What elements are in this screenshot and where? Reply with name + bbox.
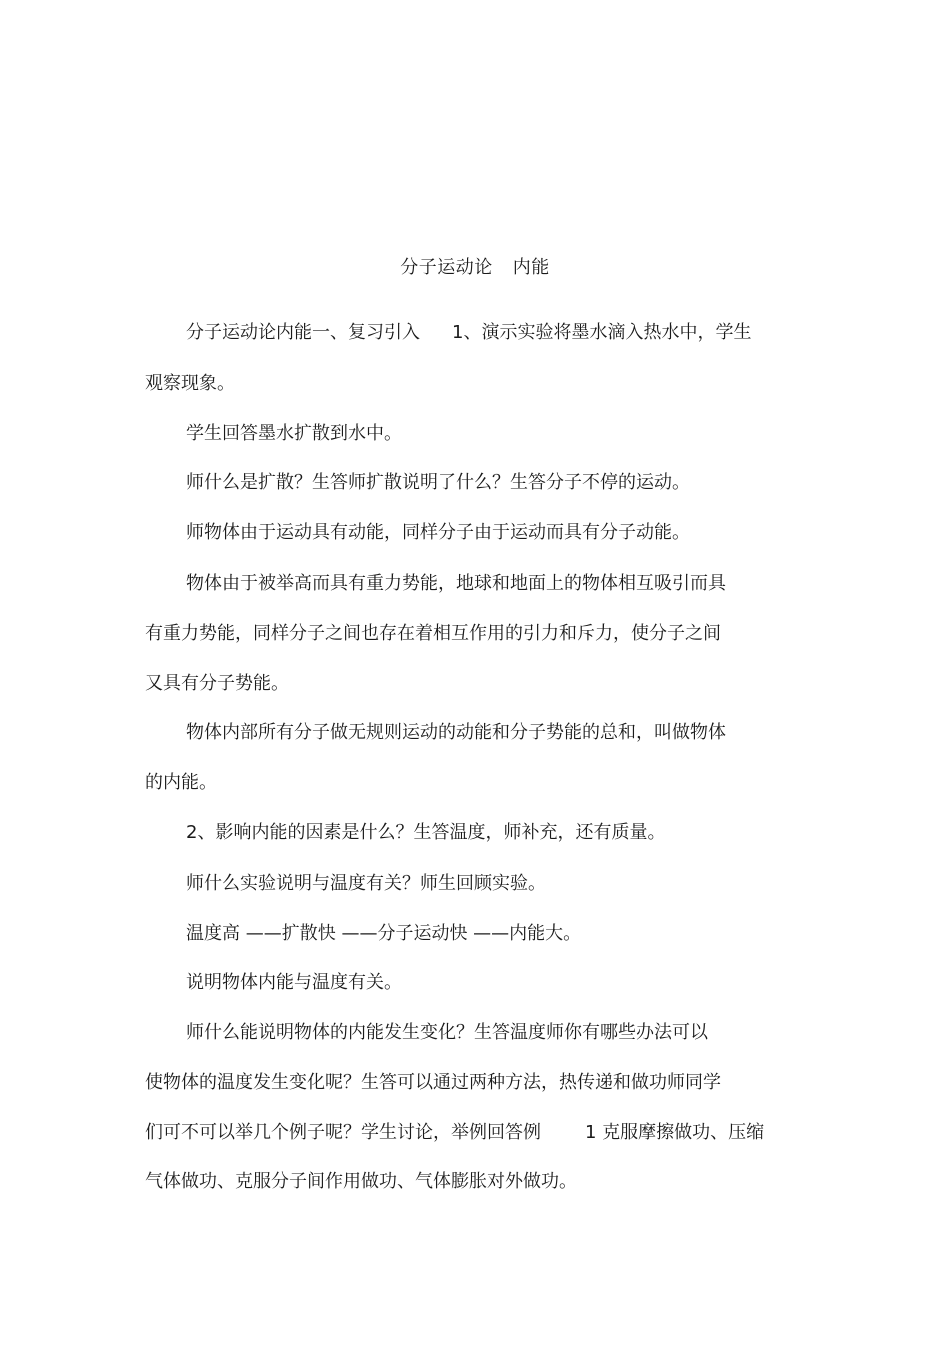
- paragraph-line: 物体内部所有分子做无规则运动的动能和分子势能的总和，叫做物体: [186, 722, 726, 743]
- document-title: [0, 256, 950, 280]
- paragraph-line: 师什么能说明物体的内能发生变化？生答温度师你有哪些办法可以: [186, 1022, 708, 1043]
- paragraph-line: 又具有分子势能。: [145, 673, 289, 694]
- paragraph-line: 气体做功、克服分子间作用做功、气体膨胀对外做功。: [145, 1171, 577, 1192]
- line-segment: 1、演示实验将墨水滴入热水中，学生: [452, 322, 752, 343]
- paragraph-line: [186, 321, 751, 345]
- paragraph-line: 师什么实验说明与温度有关？师生回顾实验。: [186, 873, 546, 894]
- paragraph-line: [145, 1121, 764, 1145]
- paragraph-line: 使物体的温度发生变化呢？生答可以通过两种方法，热传递和做功师同学: [145, 1072, 721, 1093]
- paragraph-line: 的内能。: [145, 772, 217, 793]
- paragraph-line: 观察现象。: [145, 373, 235, 394]
- line-segment: 分子运动论内能一、复习引入: [186, 322, 420, 343]
- line-segment: 们可不可以举几个例子呢？学生讨论，举例回答例: [145, 1122, 541, 1143]
- paragraph-line: 物体由于被举高而具有重力势能，地球和地面上的物体相互吸引而具: [186, 573, 726, 594]
- paragraph-line: 有重力势能，同样分子之间也存在着相互作用的引力和斥力，使分子之间: [145, 623, 721, 644]
- paragraph-line: 师物体由于运动具有动能，同样分子由于运动而具有分子动能。: [186, 522, 690, 543]
- paragraph-line: 学生回答墨水扩散到水中。: [186, 423, 402, 444]
- paragraph-line: 2、影响内能的因素是什么？生答温度，师补充，还有质量。: [186, 822, 666, 843]
- paragraph-line: 温度高 ——扩散快 ——分子运动快 ——内能大。: [186, 923, 582, 944]
- title-main: 分子运动论: [400, 257, 493, 278]
- line-segment: 1 克服摩擦做功、压缩: [585, 1122, 765, 1143]
- paragraph-line: 说明物体内能与温度有关。: [186, 972, 402, 993]
- paragraph-line: 师什么是扩散？生答师扩散说明了什么？生答分子不停的运动。: [186, 472, 690, 493]
- title-sub: 内能: [512, 257, 550, 278]
